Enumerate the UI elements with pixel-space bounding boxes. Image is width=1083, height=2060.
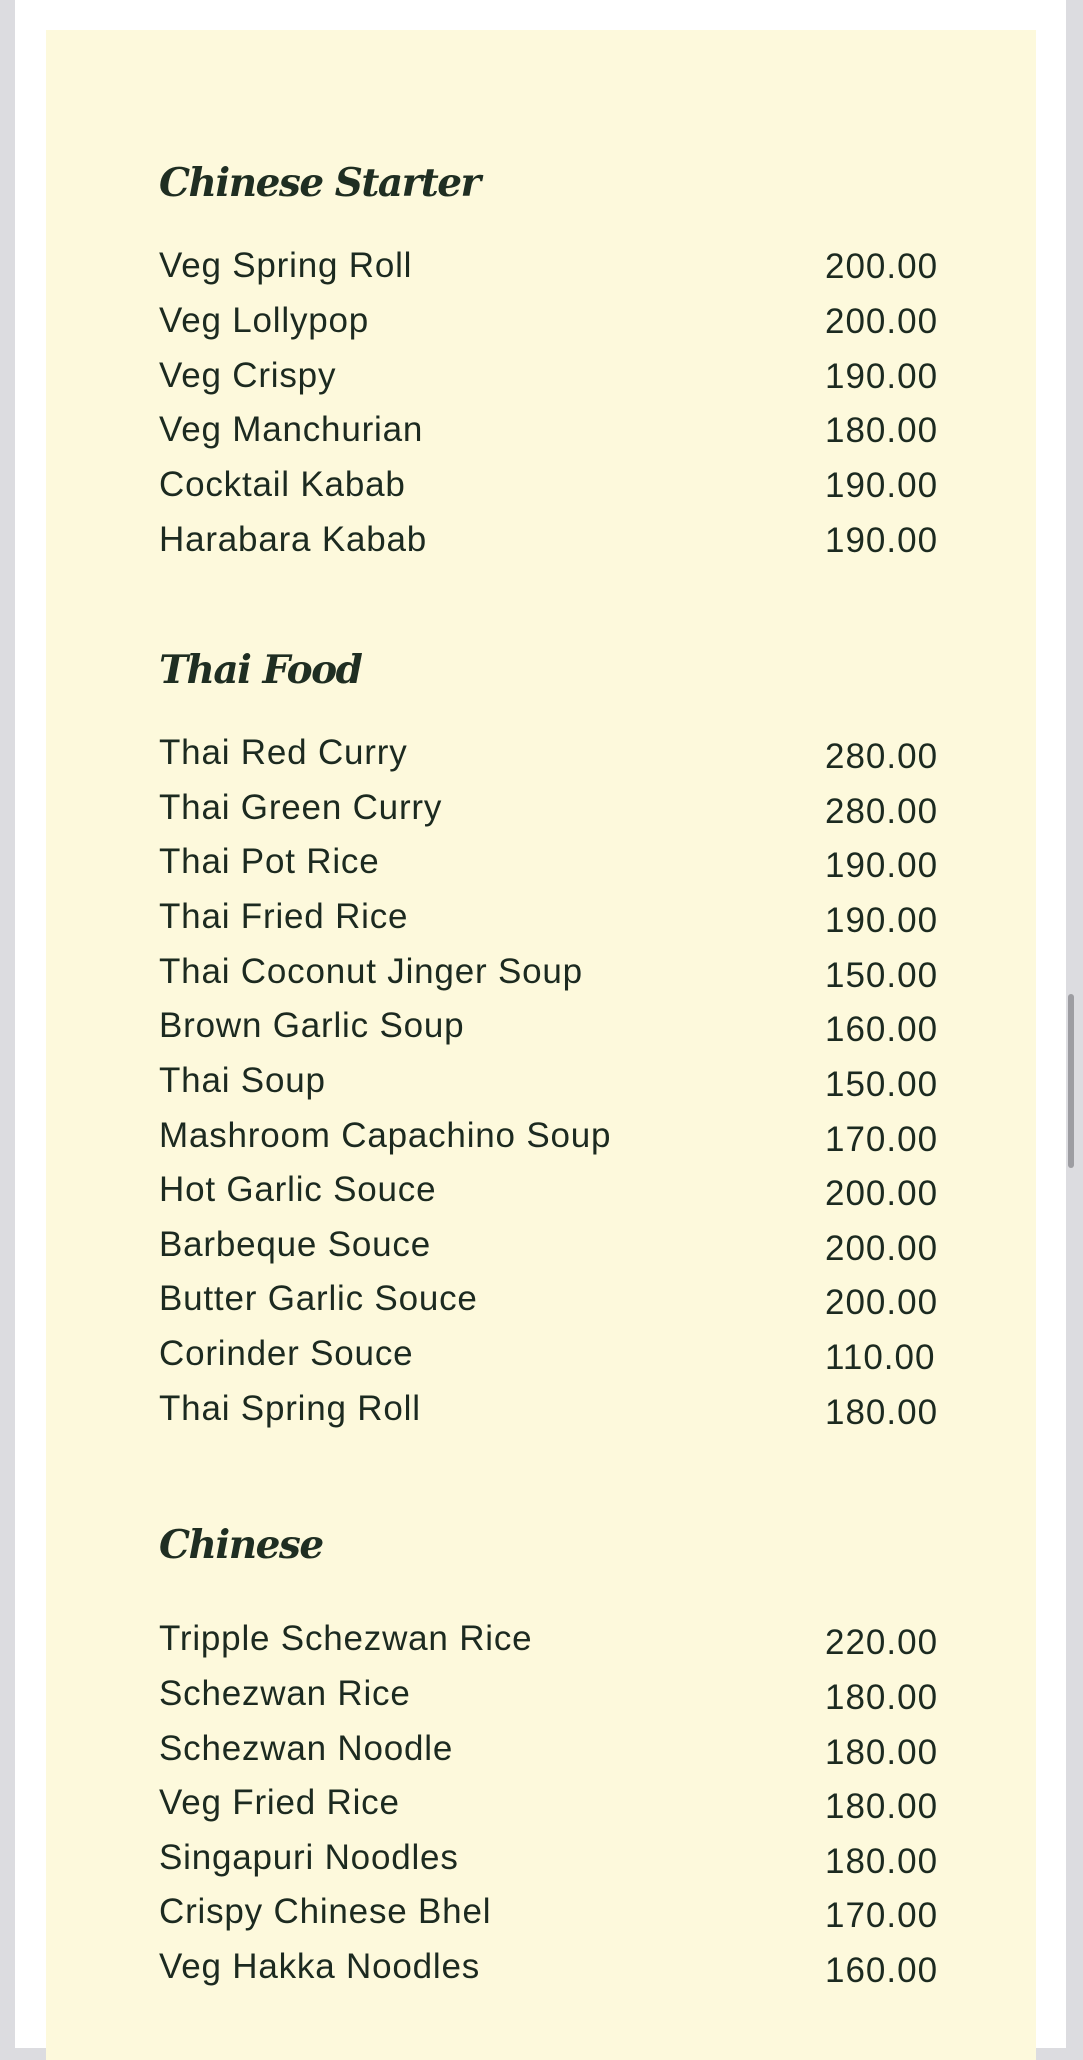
item-name: Veg Crispy bbox=[159, 356, 337, 395]
item-price: 200.00 bbox=[825, 1174, 939, 1213]
list-item bbox=[159, 952, 979, 1006]
list-item bbox=[159, 520, 979, 574]
item-name: Cocktail Kabab bbox=[159, 465, 406, 504]
item-name: Mashroom Capachino Soup bbox=[159, 1116, 612, 1155]
item-name: Veg Spring Roll bbox=[159, 246, 413, 285]
section-title: Thai Food bbox=[159, 647, 362, 693]
scrollbar-thumb[interactable] bbox=[1068, 994, 1074, 1168]
item-name: Schezwan Noodle bbox=[159, 1729, 454, 1768]
item-name: Thai Green Curry bbox=[159, 788, 443, 827]
item-price: 220.00 bbox=[825, 1623, 939, 1662]
list-item bbox=[159, 246, 979, 300]
item-price: 180.00 bbox=[825, 1733, 939, 1772]
item-name: Tripple Schezwan Rice bbox=[159, 1619, 533, 1658]
list-item bbox=[159, 788, 979, 842]
list-item bbox=[159, 1674, 979, 1728]
item-price: 280.00 bbox=[825, 737, 939, 776]
list-item bbox=[159, 842, 979, 896]
item-price: 180.00 bbox=[825, 1678, 939, 1717]
item-name: Thai Pot Rice bbox=[159, 842, 380, 881]
item-name: Corinder Souce bbox=[159, 1334, 414, 1373]
item-price: 280.00 bbox=[825, 792, 939, 831]
item-price: 160.00 bbox=[825, 1951, 939, 1990]
list-item bbox=[159, 1170, 979, 1224]
item-name: Veg Fried Rice bbox=[159, 1783, 400, 1822]
document-viewer bbox=[15, 0, 1066, 2048]
item-price: 190.00 bbox=[825, 846, 939, 885]
item-name: Thai Soup bbox=[159, 1061, 326, 1100]
item-name: Brown Garlic Soup bbox=[159, 1006, 465, 1045]
list-item bbox=[159, 465, 979, 519]
list-item bbox=[159, 1279, 979, 1333]
list-item bbox=[159, 1225, 979, 1279]
item-name: Singapuri Noodles bbox=[159, 1838, 459, 1877]
item-price: 200.00 bbox=[825, 1229, 939, 1268]
list-item bbox=[159, 1334, 979, 1388]
list-item bbox=[159, 301, 979, 355]
list-item bbox=[159, 1783, 979, 1837]
item-name: Crispy Chinese Bhel bbox=[159, 1892, 492, 1931]
item-name: Veg Manchurian bbox=[159, 410, 424, 449]
list-item bbox=[159, 1389, 979, 1443]
item-price: 190.00 bbox=[825, 901, 939, 940]
item-price: 190.00 bbox=[825, 466, 939, 505]
item-price: 200.00 bbox=[825, 1283, 939, 1322]
item-price: 190.00 bbox=[825, 521, 939, 560]
item-name: Thai Spring Roll bbox=[159, 1389, 421, 1428]
item-name: Thai Red Curry bbox=[159, 733, 408, 772]
item-price: 170.00 bbox=[825, 1120, 939, 1159]
item-name: Veg Lollypop bbox=[159, 301, 370, 340]
item-name: Veg Hakka Noodles bbox=[159, 1947, 481, 1986]
list-item bbox=[159, 1947, 979, 2001]
list-item bbox=[159, 733, 979, 787]
list-item bbox=[159, 356, 979, 410]
item-name: Butter Garlic Souce bbox=[159, 1279, 478, 1318]
section-title: Chinese bbox=[159, 1522, 323, 1568]
item-price: 180.00 bbox=[825, 1393, 939, 1432]
list-item bbox=[159, 897, 979, 951]
item-name: Thai Coconut Jinger Soup bbox=[159, 952, 583, 991]
item-price: 190.00 bbox=[825, 357, 939, 396]
list-item bbox=[159, 1729, 979, 1783]
item-price: 200.00 bbox=[825, 247, 939, 286]
menu-page bbox=[46, 30, 1036, 2060]
list-item bbox=[159, 1892, 979, 1946]
item-price: 110.00 bbox=[825, 1338, 936, 1377]
list-item bbox=[159, 410, 979, 464]
item-price: 150.00 bbox=[825, 956, 939, 995]
item-price: 180.00 bbox=[825, 1842, 939, 1881]
list-item bbox=[159, 1061, 979, 1115]
item-price: 180.00 bbox=[825, 411, 939, 450]
item-name: Thai Fried Rice bbox=[159, 897, 409, 936]
item-price: 160.00 bbox=[825, 1010, 939, 1049]
item-name: Harabara Kabab bbox=[159, 520, 428, 559]
item-name: Barbeque Souce bbox=[159, 1225, 431, 1264]
list-item bbox=[159, 1838, 979, 1892]
item-price: 170.00 bbox=[825, 1896, 939, 1935]
item-name: Schezwan Rice bbox=[159, 1674, 411, 1713]
list-item bbox=[159, 1006, 979, 1060]
list-item bbox=[159, 1116, 979, 1170]
item-price: 200.00 bbox=[825, 302, 939, 341]
item-price: 180.00 bbox=[825, 1787, 939, 1826]
item-price: 150.00 bbox=[825, 1065, 939, 1104]
list-item bbox=[159, 1619, 979, 1673]
section-title: Chinese Starter bbox=[159, 160, 480, 206]
item-name: Hot Garlic Souce bbox=[159, 1170, 437, 1209]
